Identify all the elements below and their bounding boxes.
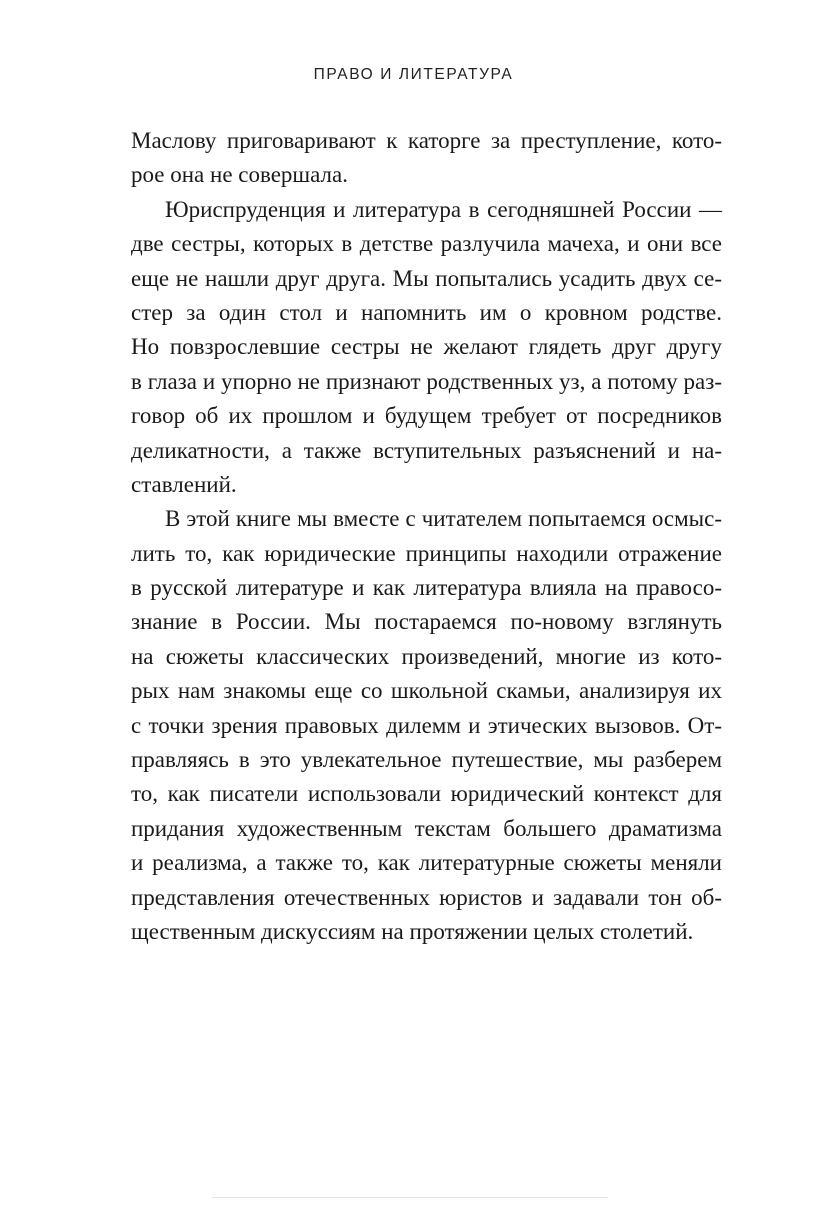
text-line: говор об их прошлом и будущем требует от посредников [131, 403, 722, 429]
text-line: в глаза и упорно не признают родственных уз, а потому раз- [131, 368, 722, 394]
text-line: лить то, как юридические принципы находили отражение [131, 540, 722, 566]
text-line: представления отечественных юристов и задавали тон об- [131, 884, 722, 910]
text-line: правляясь в это увлекательное путешествие, мы разберем [131, 747, 722, 773]
paragraph-3 [131, 502, 722, 949]
text-line: Маслову приговаривают к каторге за преступление, кото- [131, 128, 722, 153]
text-line: две сестры, которых в детстве разлучила мачеха, и они все [131, 231, 722, 257]
text-line: придания художественным текстам большего драматизма [131, 815, 722, 841]
text-line: стер за один стол и напомнить им о кровном родстве. [131, 299, 722, 325]
footer-divider [212, 1197, 608, 1198]
text-line: Юриспруденция и литература в сегодняшней России — [165, 196, 722, 222]
text-line: рых нам знакомы еще со школьной скамьи, анализируя их [131, 678, 722, 704]
text-line: ставлений. [131, 471, 237, 497]
text-line: рое она не совершала. [131, 162, 348, 188]
text-line: то, как писатели использовали юридический контекст для [131, 781, 722, 807]
text-line: в русской литературе и как литература влияла на правосо- [131, 575, 722, 601]
text-line: с точки зрения правовых дилемм и этических вызовов. От- [131, 712, 722, 738]
text-line: на сюжеты классических произведений, многие из кото- [131, 643, 722, 669]
text-line: В этой книге мы вместе с читателем попытаемся осмыс- [165, 506, 722, 532]
paragraph-1 [131, 124, 722, 193]
body-text [131, 124, 722, 949]
text-line: щественным дискуссиям на протяжении целых столетий. [131, 918, 694, 944]
paragraph-2 [131, 193, 722, 503]
text-line: знание в России. Мы постараемся по-новому взглянуть [131, 609, 722, 635]
text-line: Но повзрослевшие сестры не желают глядеть друг другу [131, 334, 722, 360]
text-line: деликатности, а также вступительных разъяснений и на- [131, 437, 722, 463]
running-head: ПРАВО И ЛИТЕРАТУРА [313, 66, 514, 83]
text-line: и реализма, а также то, как литературные сюжеты меняли [131, 850, 722, 876]
text-line: еще не нашли друг друга. Мы попытались усадить двух се- [131, 265, 722, 291]
